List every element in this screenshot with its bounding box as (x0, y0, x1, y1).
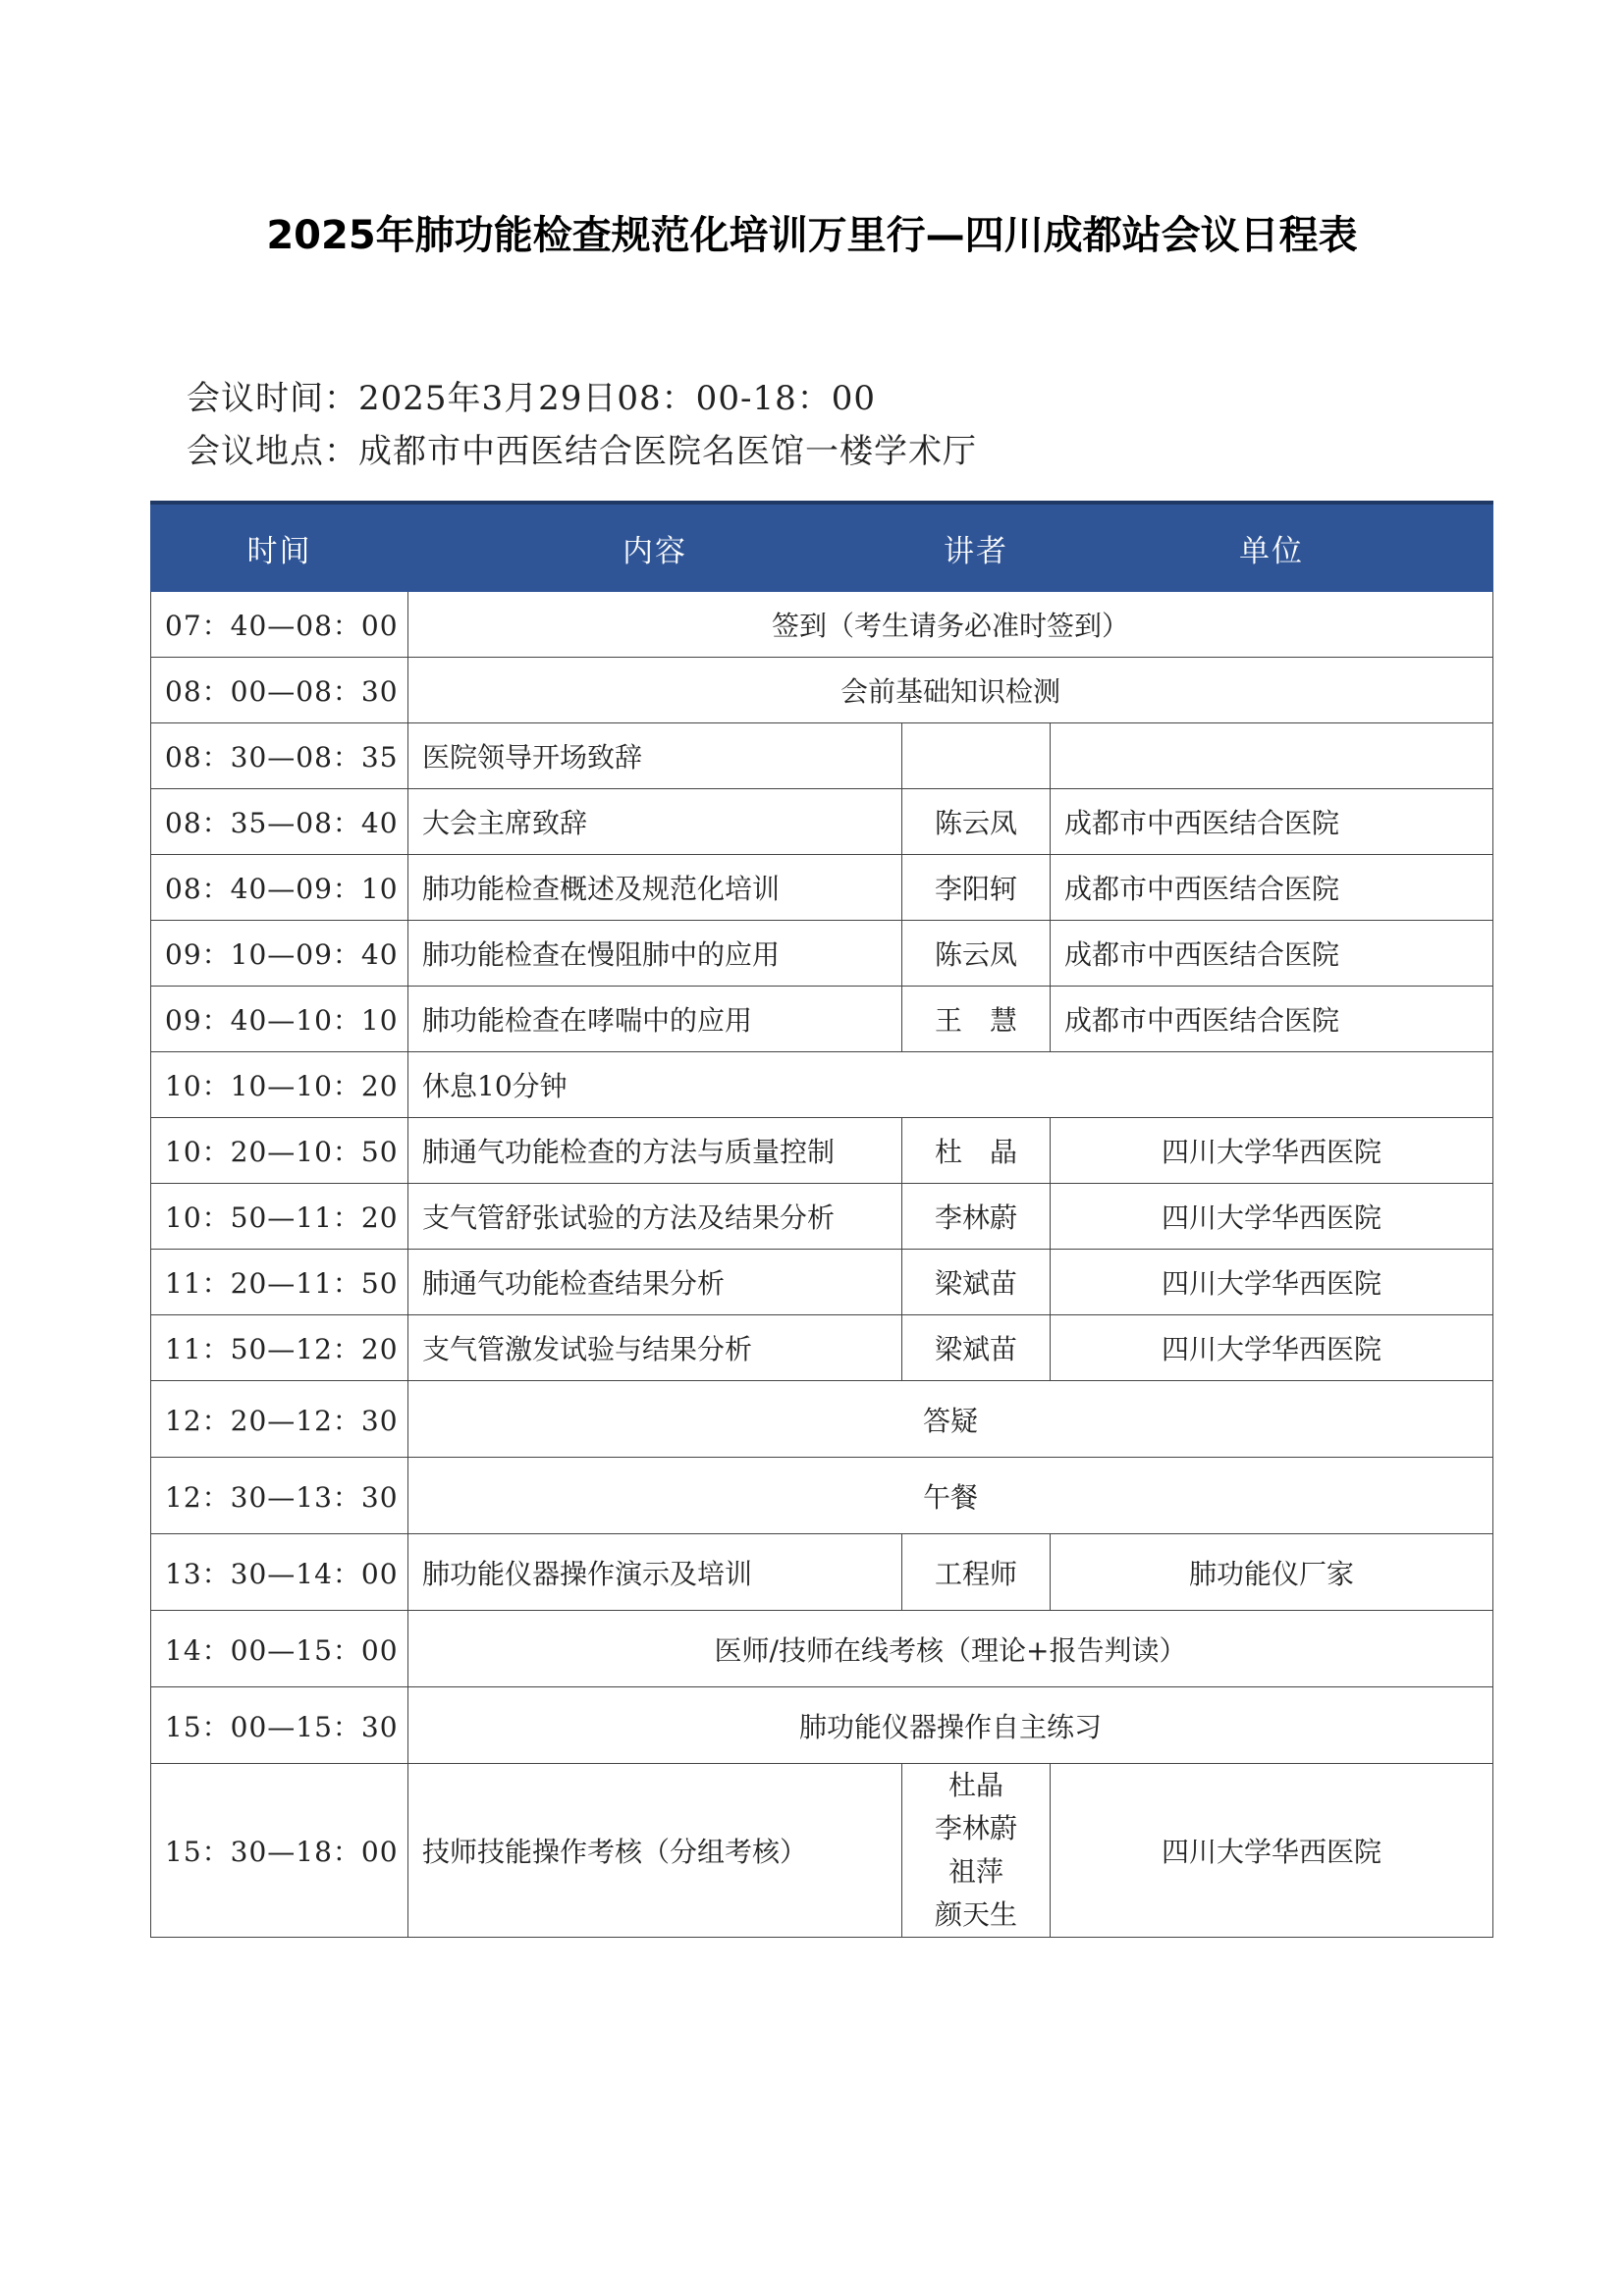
row-time: 12：20—12：30 (151, 1381, 408, 1458)
row-content: 签到（考生请务必准时签到） (408, 592, 1493, 658)
row-unit: 四川大学华西医院 (1051, 1764, 1493, 1938)
row-unit: 成都市中西医结合医院 (1051, 987, 1493, 1052)
row-time: 13：30—14：00 (151, 1534, 408, 1611)
row-time: 10：50—11：20 (151, 1184, 408, 1250)
row-content: 肺通气功能检查结果分析 (408, 1250, 902, 1315)
row-content: 医院领导开场致辞 (408, 723, 902, 789)
row-content: 休息10分钟 (408, 1052, 1493, 1118)
row-speaker: 杜 晶 (902, 1118, 1051, 1184)
row-unit: 四川大学华西医院 (1051, 1118, 1493, 1184)
table-row (151, 987, 1493, 1052)
row-speaker: 陈云凤 (902, 921, 1051, 987)
row-time: 10：20—10：50 (151, 1118, 408, 1184)
page-title: 2025年肺功能检查规范化培训万里行—四川成都站会议日程表 (266, 213, 1358, 258)
row-speaker: 工程师 (902, 1534, 1051, 1611)
table-row (151, 1381, 1493, 1458)
row-time: 14：00—15：00 (151, 1611, 408, 1687)
table-header-row (151, 503, 1493, 592)
table-row (151, 723, 1493, 789)
row-speaker: 陈云凤 (902, 789, 1051, 855)
row-speaker: 李林蔚 (902, 1184, 1051, 1250)
header-speaker: 讲者 (902, 503, 1051, 592)
table-row (151, 1611, 1493, 1687)
row-unit: 四川大学华西医院 (1051, 1315, 1493, 1381)
speaker-name: 颜天生 (934, 1898, 1017, 1931)
table-row (151, 1764, 1493, 1938)
row-content: 肺功能检查在哮喘中的应用 (408, 987, 902, 1052)
row-time: 07：40—08：00 (151, 592, 408, 658)
speaker-name: 祖萍 (947, 1855, 1003, 1888)
table-row (151, 1052, 1493, 1118)
table-row (151, 1250, 1493, 1315)
row-time: 12：30—13：30 (151, 1458, 408, 1534)
row-speaker: 王 慧 (902, 987, 1051, 1052)
row-speaker: 梁斌苗 (902, 1315, 1051, 1381)
table-row (151, 1534, 1493, 1611)
table-row (151, 1315, 1493, 1381)
row-speaker (902, 723, 1051, 789)
row-time: 08：00—08：30 (151, 658, 408, 723)
row-unit (1051, 723, 1493, 789)
header-content: 内容 (408, 503, 902, 592)
row-content: 肺功能检查概述及规范化培训 (408, 855, 902, 921)
row-content: 技师技能操作考核（分组考核） (408, 1764, 902, 1938)
row-content: 大会主席致辞 (408, 789, 902, 855)
row-content: 肺通气功能检查的方法与质量控制 (408, 1118, 902, 1184)
table-row (151, 1687, 1493, 1764)
row-speaker: 梁斌苗 (902, 1250, 1051, 1315)
row-time: 08：30—08：35 (151, 723, 408, 789)
row-time: 15：00—15：30 (151, 1687, 408, 1764)
table-row (151, 1458, 1493, 1534)
header-unit: 单位 (1051, 503, 1493, 592)
row-content: 肺功能仪器操作自主练习 (408, 1687, 1493, 1764)
table-row (151, 592, 1493, 658)
row-unit: 四川大学华西医院 (1051, 1184, 1493, 1250)
row-unit: 成都市中西医结合医院 (1051, 789, 1493, 855)
row-speaker: 李阳轲 (902, 855, 1051, 921)
row-content: 肺功能仪器操作演示及培训 (408, 1534, 902, 1611)
schedule-table (150, 501, 1493, 1938)
row-time: 08：35—08：40 (151, 789, 408, 855)
speaker-name: 李林蔚 (934, 1812, 1017, 1844)
table-row (151, 789, 1493, 855)
row-content: 午餐 (408, 1458, 1493, 1534)
row-time: 08：40—09：10 (151, 855, 408, 921)
table-row (151, 1184, 1493, 1250)
row-time: 09：10—09：40 (151, 921, 408, 987)
meeting-time: 会议时间：2025年3月29日08：00-18：00 (187, 379, 876, 418)
meeting-place: 会议地点：成都市中西医结合医院名医馆一楼学术厅 (187, 432, 977, 471)
row-speakers (902, 1764, 1051, 1938)
table-row (151, 855, 1493, 921)
row-time: 09：40—10：10 (151, 987, 408, 1052)
row-content: 支气管激发试验与结果分析 (408, 1315, 902, 1381)
row-content: 医师/技师在线考核（理论+报告判读） (408, 1611, 1493, 1687)
row-content: 肺功能检查在慢阻肺中的应用 (408, 921, 902, 987)
row-time: 11：50—12：20 (151, 1315, 408, 1381)
row-time: 10：10—10：20 (151, 1052, 408, 1118)
row-unit: 成都市中西医结合医院 (1051, 921, 1493, 987)
row-content: 答疑 (408, 1381, 1493, 1458)
row-content: 会前基础知识检测 (408, 658, 1493, 723)
table-row (151, 1118, 1493, 1184)
table-row (151, 658, 1493, 723)
row-unit: 肺功能仪厂家 (1051, 1534, 1493, 1611)
row-time: 15：30—18：00 (151, 1764, 408, 1938)
speaker-name: 杜晶 (947, 1769, 1003, 1801)
table-row (151, 921, 1493, 987)
row-time: 11：20—11：50 (151, 1250, 408, 1315)
header-time: 时间 (151, 503, 408, 592)
row-unit: 四川大学华西医院 (1051, 1250, 1493, 1315)
row-unit: 成都市中西医结合医院 (1051, 855, 1493, 921)
row-content: 支气管舒张试验的方法及结果分析 (408, 1184, 902, 1250)
